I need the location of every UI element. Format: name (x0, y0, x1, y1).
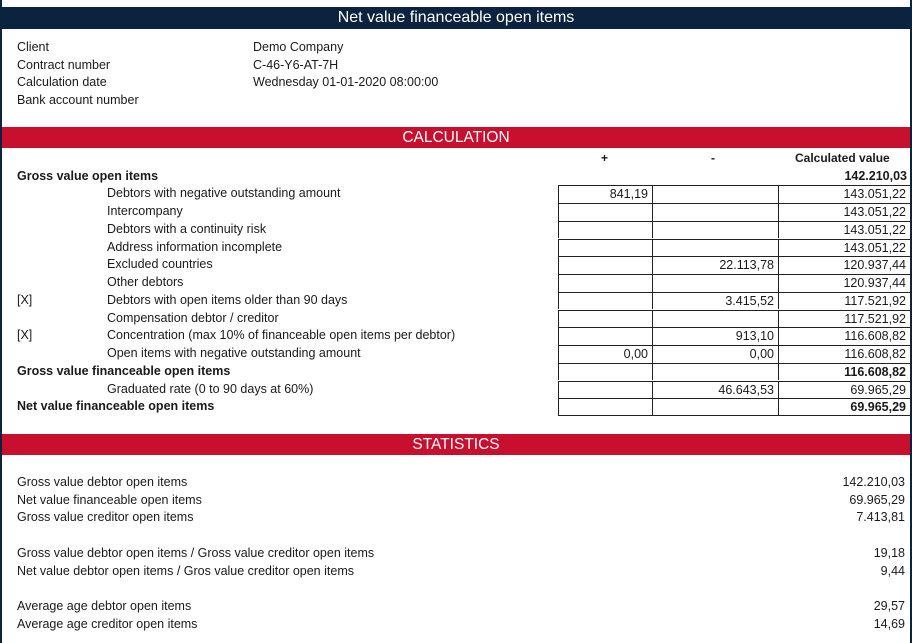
cell-plus: 841,19 (558, 185, 652, 203)
info-row-contract (17, 58, 517, 75)
cell-minus (652, 168, 778, 186)
row-marker: [X] (17, 292, 33, 307)
calculation-row (2, 256, 910, 274)
statistic-label: Average age debtor open items (17, 599, 192, 613)
report-title: Net value financeable open items (2, 7, 910, 29)
row-label: Other debtors (107, 275, 184, 289)
cell-plus (558, 310, 652, 328)
cell-calculated-value: 120.937,44 (778, 274, 911, 292)
cell-calculated-value: 117.521,92 (778, 292, 911, 310)
cell-calculated-value: 69.965,29 (778, 398, 911, 416)
section-calculation-header: CALCULATION (2, 127, 910, 148)
row-label: Address information incomplete (107, 239, 283, 254)
info-label: Calculation date (17, 75, 107, 90)
calculation-row (2, 168, 910, 186)
cell-calculated-value: 143.051,22 (778, 185, 911, 203)
calculation-row (2, 292, 910, 310)
calculation-row (2, 310, 910, 328)
statistic-label: Gross value debtor open items (17, 475, 188, 489)
cell-plus (558, 274, 652, 292)
cell-minus (652, 274, 778, 292)
statistic-label: Gross value debtor open items / Gross value creditor open items (17, 546, 375, 560)
cell-calculated-value: 143.051,22 (778, 203, 911, 221)
info-value: Wednesday 01-01-2020 08:00:00 (253, 75, 439, 90)
statistic-value: 7.413,81 (856, 510, 905, 524)
cell-plus (558, 381, 652, 399)
cell-minus: 3.415,52 (652, 292, 778, 310)
row-label: Concentration (max 10% of financeable open items per debtor) (107, 328, 456, 343)
cell-calculated-value: 116.608,82 (778, 327, 911, 345)
info-row-date (17, 75, 517, 92)
cell-calculated-value: 143.051,22 (778, 239, 911, 257)
cell-plus (558, 239, 652, 257)
cell-minus (652, 398, 778, 416)
row-label: Debtors with negative outstanding amount (107, 186, 341, 201)
statistic-value: 69.965,29 (849, 492, 905, 507)
row-label: Compensation debtor / creditor (107, 310, 279, 325)
calculation-row (2, 274, 910, 292)
statistic-value: 29,57 (873, 599, 905, 613)
row-label: Debtors with open items older than 90 days (107, 292, 348, 307)
cell-minus (652, 203, 778, 221)
cell-minus (652, 239, 778, 257)
cell-plus (558, 168, 652, 186)
row-label: Graduated rate (0 to 90 days at 60%) (107, 381, 314, 396)
cell-calculated-value: 116.608,82 (778, 345, 911, 363)
cell-minus (652, 221, 778, 239)
row-label: Intercompany (107, 204, 183, 218)
calculation-row (2, 398, 910, 416)
info-label: Client (17, 40, 49, 54)
statistics-row (17, 617, 909, 634)
statistic-value: 142.210,03 (842, 475, 905, 489)
cell-plus (558, 292, 652, 310)
cell-minus (652, 310, 778, 328)
calculation-row (2, 381, 910, 399)
cell-calculated-value: 120.937,44 (778, 256, 911, 274)
cell-minus (652, 363, 778, 381)
header-calculated-value: Calculated value (795, 151, 890, 165)
statistics-row (17, 493, 909, 510)
cell-plus (558, 203, 652, 221)
statistics-row (17, 475, 909, 492)
statistic-value: 9,44 (880, 563, 905, 578)
cell-plus: 0,00 (558, 345, 652, 363)
statistics-row (17, 510, 909, 527)
cell-plus (558, 327, 652, 345)
statistic-label: Net value debtor open items / Gros value creditor open items (17, 563, 354, 578)
row-label: Excluded countries (107, 257, 213, 272)
info-label: Contract number (17, 57, 111, 72)
cell-plus (558, 363, 652, 381)
cell-calculated-value: 116.608,82 (778, 363, 911, 381)
statistic-label: Gross value creditor open items (17, 510, 194, 524)
header-plus: + (601, 151, 609, 165)
cell-plus (558, 398, 652, 416)
statistic-label: Net value financeable open items (17, 492, 202, 507)
info-value: C-46-Y6-AT-7H (253, 57, 339, 72)
row-marker: [X] (17, 328, 33, 343)
statistic-label: Average age creditor open items (17, 617, 198, 631)
calculation-column-headers (2, 150, 910, 166)
row-label: Gross value open items (17, 168, 159, 183)
row-label: Open items with negative outstanding amount (107, 346, 361, 360)
cell-minus: 22.113,78 (652, 256, 778, 274)
statistics-row (17, 546, 909, 563)
info-row-bank (17, 93, 517, 110)
cell-calculated-value: 69.965,29 (778, 381, 911, 399)
info-label: Bank account number (17, 92, 139, 107)
cell-minus: 0,00 (652, 345, 778, 363)
calculation-row (2, 345, 910, 363)
cell-calculated-value: 143.051,22 (778, 221, 911, 239)
calculation-row (2, 185, 910, 203)
calculation-row (2, 363, 910, 381)
calculation-row (2, 221, 910, 239)
cell-minus (652, 185, 778, 203)
calculation-row (2, 239, 910, 257)
cell-minus: 46.643,53 (652, 381, 778, 399)
statistics-row (17, 599, 909, 616)
row-label: Debtors with a continuity risk (107, 221, 267, 236)
info-row-client (17, 40, 517, 57)
section-statistics-header: STATISTICS (2, 434, 910, 455)
cell-minus: 913,10 (652, 327, 778, 345)
statistic-value: 19,18 (873, 546, 905, 560)
statistics-row (17, 564, 909, 581)
statistic-value: 14,69 (873, 617, 905, 631)
cell-calculated-value: 142.210,03 (844, 168, 907, 183)
row-label: Gross value financeable open items (17, 363, 231, 378)
cell-plus (558, 221, 652, 239)
cell-calculated-value: 117.521,92 (778, 310, 911, 328)
header-minus: - (711, 151, 715, 165)
row-label: Net value financeable open items (17, 399, 215, 414)
info-value: Demo Company (253, 40, 344, 54)
calculation-row (2, 327, 910, 345)
cell-plus (558, 256, 652, 274)
calculation-row (2, 203, 910, 221)
